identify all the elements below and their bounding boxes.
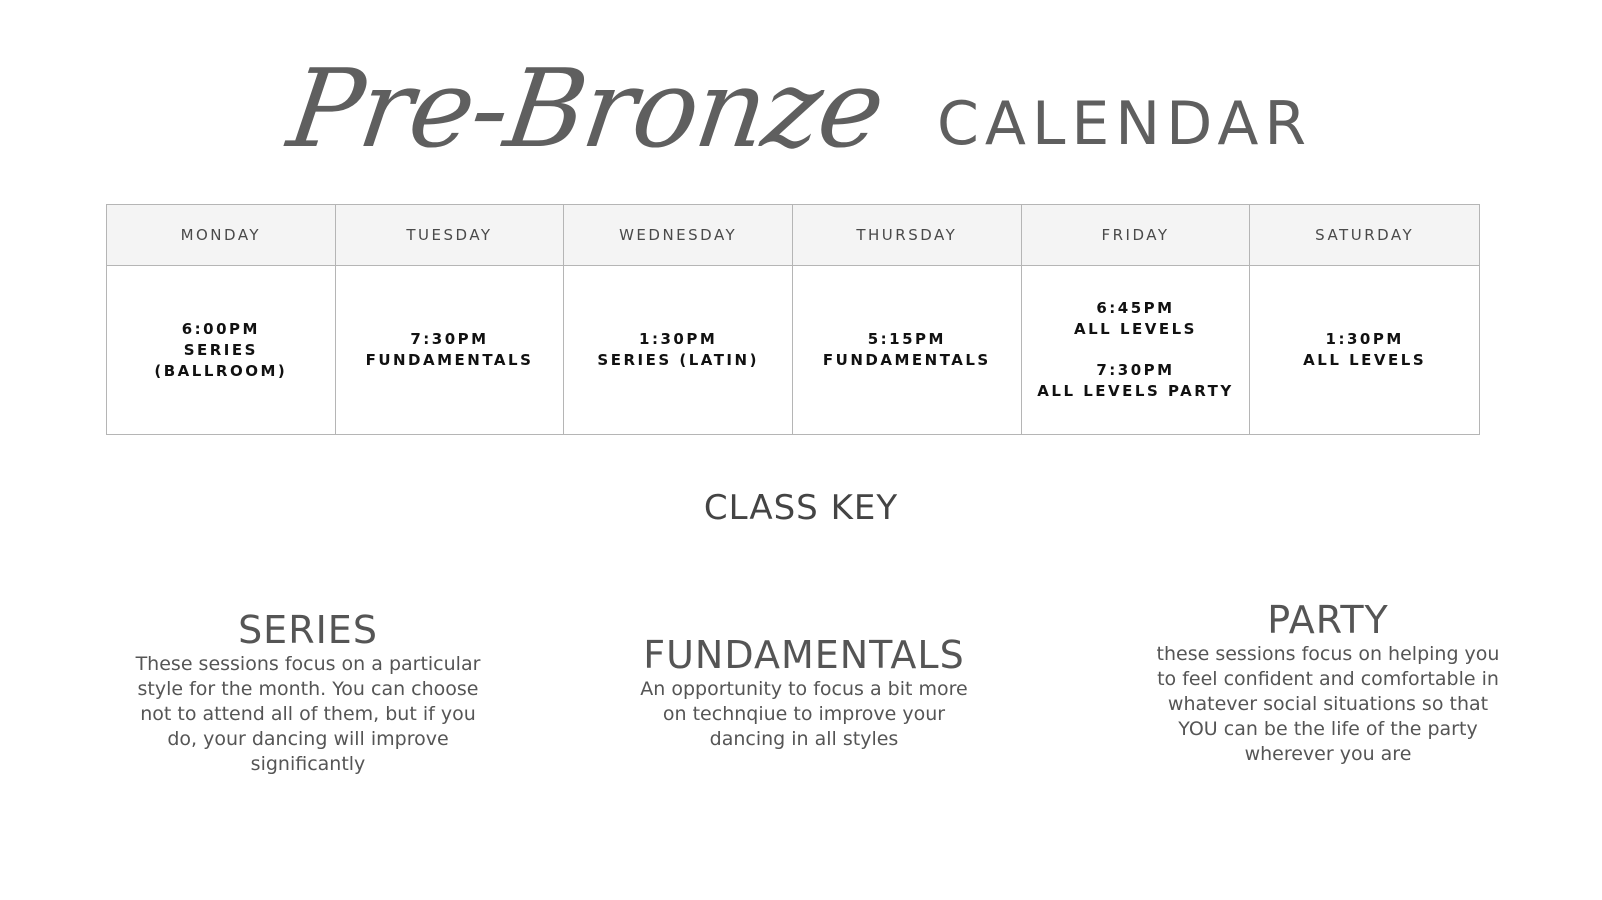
class-key-fundamentals [604, 633, 1004, 752]
class-slot [1074, 298, 1197, 340]
class-slot [154, 319, 287, 382]
class-key-heading: CLASS KEY [703, 488, 899, 528]
class-key-party [1128, 598, 1528, 767]
class-slot [366, 329, 534, 371]
title-script-text: Pre-Bronze [281, 47, 890, 172]
description-line: whatever social situations so that [1167, 693, 1489, 715]
day-header-friday: FRIDAY [1022, 205, 1251, 266]
class-label: (BALLROOM) [154, 361, 288, 380]
class-time: 7:30PM [1096, 361, 1175, 379]
day-cell-friday [1022, 266, 1251, 434]
day-cell-tuesday [336, 266, 565, 434]
description-line: An opportunity to focus a bit more [640, 678, 968, 700]
class-label: FUNDAMENTALS [822, 351, 991, 369]
class-key-title: SERIES [238, 608, 378, 652]
class-slot [1303, 329, 1426, 371]
class-label: FUNDAMENTALS [365, 351, 534, 369]
description-line: do, your dancing will improve [167, 728, 449, 750]
class-time: 6:45PM [1096, 299, 1175, 317]
class-slot [823, 329, 991, 371]
day-cell-saturday [1250, 266, 1479, 434]
description-line: these sessions focus on helping you [1156, 643, 1500, 665]
class-key-title: PARTY [1267, 598, 1389, 642]
day-header-thursday: THURSDAY [793, 205, 1022, 266]
day-cell-thursday [793, 266, 1022, 434]
title-calendar-text: CALENDAR [937, 89, 1313, 159]
class-slot [1037, 360, 1233, 402]
class-key-description [604, 677, 1004, 752]
day-header-saturday: SATURDAY [1250, 205, 1479, 266]
class-key-series [108, 608, 508, 777]
description-line: significantly [250, 753, 366, 775]
day-header-wednesday: WEDNESDAY [564, 205, 793, 266]
class-time: 1:30PM [639, 330, 718, 348]
description-line: These sessions focus on a particular [135, 653, 481, 675]
class-time: 1:30PM [1325, 330, 1404, 348]
day-header-monday: MONDAY [107, 205, 336, 266]
description-line: on technqiue to improve your [662, 703, 946, 725]
class-key-title: FUNDAMENTALS [643, 633, 965, 677]
class-label: ALL LEVELS PARTY [1037, 382, 1234, 400]
calendar-table [106, 204, 1480, 435]
page-title [0, 47, 1602, 172]
description-line: not to attend all of them, but if you [140, 703, 476, 725]
description-line: dancing in all styles [709, 728, 899, 750]
day-cell-wednesday [564, 266, 793, 434]
class-slot [597, 329, 759, 371]
class-time: 5:15PM [867, 330, 946, 348]
description-line: wherever you are [1244, 743, 1412, 765]
class-label: ALL LEVELS [1303, 351, 1427, 369]
class-label: ALL LEVELS [1074, 320, 1197, 338]
class-label: SERIES [183, 340, 258, 359]
day-header-tuesday: TUESDAY [336, 205, 565, 266]
day-cell-monday [107, 266, 336, 434]
class-time: 7:30PM [410, 330, 489, 348]
class-label: SERIES (LATIN) [597, 351, 759, 369]
description-line: to feel confident and comfortable in [1157, 668, 1499, 690]
description-line: YOU can be the life of the party [1178, 718, 1478, 740]
class-time: 6:00PM [181, 319, 260, 338]
class-key-description [1128, 642, 1528, 767]
class-key-description [108, 652, 508, 777]
description-line: style for the month. You can choose [137, 678, 479, 700]
